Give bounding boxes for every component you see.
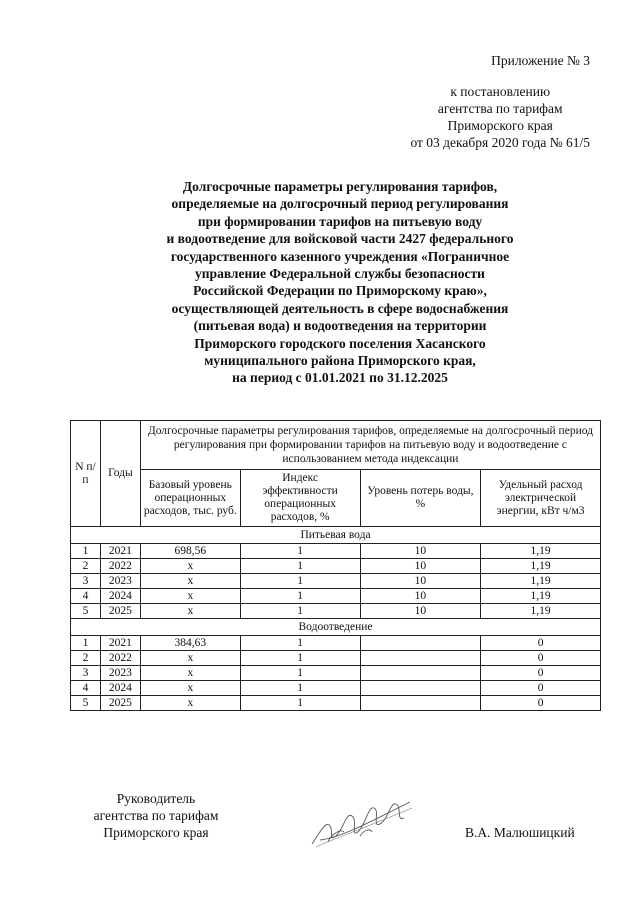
table-cell: 3 [71,574,101,589]
table-cell: 0 [481,696,601,711]
table-cell: 1 [240,651,360,666]
table-cell: 1,19 [481,544,601,559]
table-cell: 1 [71,636,101,651]
table-cell: 1 [240,696,360,711]
table-cell: x [140,651,240,666]
table-cell: 2022 [100,651,140,666]
col-header-year: Годы [100,421,140,527]
appendix-line: агентства по тарифам [437,101,563,116]
table-row [71,681,601,696]
title-line: осуществляющей деятельность в сфере водоснабжения [171,300,509,316]
table-row [71,696,601,711]
handwritten-signature [300,792,420,852]
table-cell: 10 [360,604,481,619]
table-cell: 2025 [100,604,140,619]
table-cell [360,666,481,681]
section-row [71,527,601,544]
title-line: Долгосрочные параметры регулирования тарифов, [182,179,498,194]
table-cell: 2023 [100,666,140,681]
table-cell: x [140,681,240,696]
table-cell: 2024 [100,589,140,604]
position-line: Руководитель [116,791,196,806]
appendix-line: от 03 декабря 2020 года № 61/5 [410,135,590,150]
table-cell: 2 [71,651,101,666]
table-cell: x [140,696,240,711]
table-row [71,574,601,589]
table-cell: 698,56 [140,544,240,559]
appendix-block [410,52,590,151]
table-cell [360,681,481,696]
table-cell: 2024 [100,681,140,696]
table-cell: 1 [240,559,360,574]
title-line: Российской Федерации по Приморскому краю», [193,283,487,299]
table-cell: 5 [71,604,101,619]
table-cell: 1 [240,681,360,696]
title-line: на период с 01.01.2021 по 31.12.2025 [232,370,448,386]
table-row [71,666,601,681]
title-line: при формировании тарифов на питьевую воду [197,213,483,229]
col-header-water-loss: Уровень потерь воды, % [360,470,481,527]
table-row [71,604,601,619]
table-cell: 2021 [100,544,140,559]
table-cell: 1,19 [481,604,601,619]
table-cell: 1,19 [481,574,601,589]
table-cell: 0 [481,636,601,651]
table-body [71,527,601,711]
appendix-number: Приложение № 3 [491,53,590,68]
table-cell: x [140,559,240,574]
table-cell: 10 [360,589,481,604]
title-line: определяемые на долгосрочный период регулирования [171,196,509,212]
table-cell: 1 [240,636,360,651]
table-cell: 2 [71,559,101,574]
table-cell: 0 [481,666,601,681]
table-cell: 1 [240,544,360,559]
group-header: Долгосрочные параметры регулирования тарифов, определяемые на долгосрочный период регулирования при формировании тарифов на питьевую воду и водоотведение с использованием метода индексации [140,421,600,470]
table-cell: 1 [71,544,101,559]
table-row [71,559,601,574]
table-cell: 5 [71,696,101,711]
appendix-line: к постановлению [450,84,551,99]
section-row [71,619,601,636]
table-cell [360,696,481,711]
title-line: государственного казенного учреждения «Пограничное [170,248,510,264]
table-cell: 4 [71,681,101,696]
table-cell [360,636,481,651]
table-cell: 0 [481,681,601,696]
table-cell: 2022 [100,559,140,574]
section-title: Водоотведение [71,619,601,636]
table-cell: 4 [71,589,101,604]
table-cell: x [140,589,240,604]
table-cell: 3 [71,666,101,681]
table-cell: x [140,604,240,619]
col-header-n: N п/п [71,421,101,527]
table-cell: x [140,574,240,589]
table-cell: 1 [240,574,360,589]
table-row [71,544,601,559]
title-line: муниципального района Приморского края, [204,353,476,369]
table-header-row [71,421,601,470]
table-cell: 10 [360,559,481,574]
table-cell: 2023 [100,574,140,589]
col-header-energy-use: Удельный расход электрической энергии, кВт ч/м3 [481,470,601,527]
table-cell: 10 [360,544,481,559]
appendix-line: Приморского края [447,118,553,133]
table-cell: x [140,666,240,681]
title-line: (питьевая вода) и водоотведения на территории [193,318,487,334]
document-title [90,178,590,387]
col-header-base-opex: Базовый уровень операционных расходов, тыс. руб. [140,470,240,527]
table-subheader-row [71,470,601,527]
table-cell: 1 [240,666,360,681]
col-header-efficiency-index: Индекс эффективности операционных расходов, % [240,470,360,527]
table-cell: 2021 [100,636,140,651]
title-line: управление Федеральной службы безопасности [195,266,485,282]
table-cell: 2025 [100,696,140,711]
table-cell: 1,19 [481,589,601,604]
table-cell: 1 [240,604,360,619]
signoff-position [86,790,226,841]
title-line: и водоотведение для войсковой части 2427 федерального [166,231,514,247]
table-row [71,589,601,604]
signoff-name: В.А. Малюшицкий [465,825,575,840]
section-title: Питьевая вода [71,527,601,544]
table-cell: 1,19 [481,559,601,574]
table-cell: 10 [360,574,481,589]
table-cell: 384,63 [140,636,240,651]
parameters-table [70,420,601,711]
table-cell: 1 [240,589,360,604]
table-row [71,636,601,651]
table-cell: 0 [481,651,601,666]
appendix-lines [410,83,590,151]
title-line: Приморского городского поселения Хасанского [194,335,486,351]
table-cell [360,651,481,666]
position-line: Приморского края [103,825,209,840]
table-row [71,651,601,666]
position-line: агентства по тарифам [93,808,219,823]
